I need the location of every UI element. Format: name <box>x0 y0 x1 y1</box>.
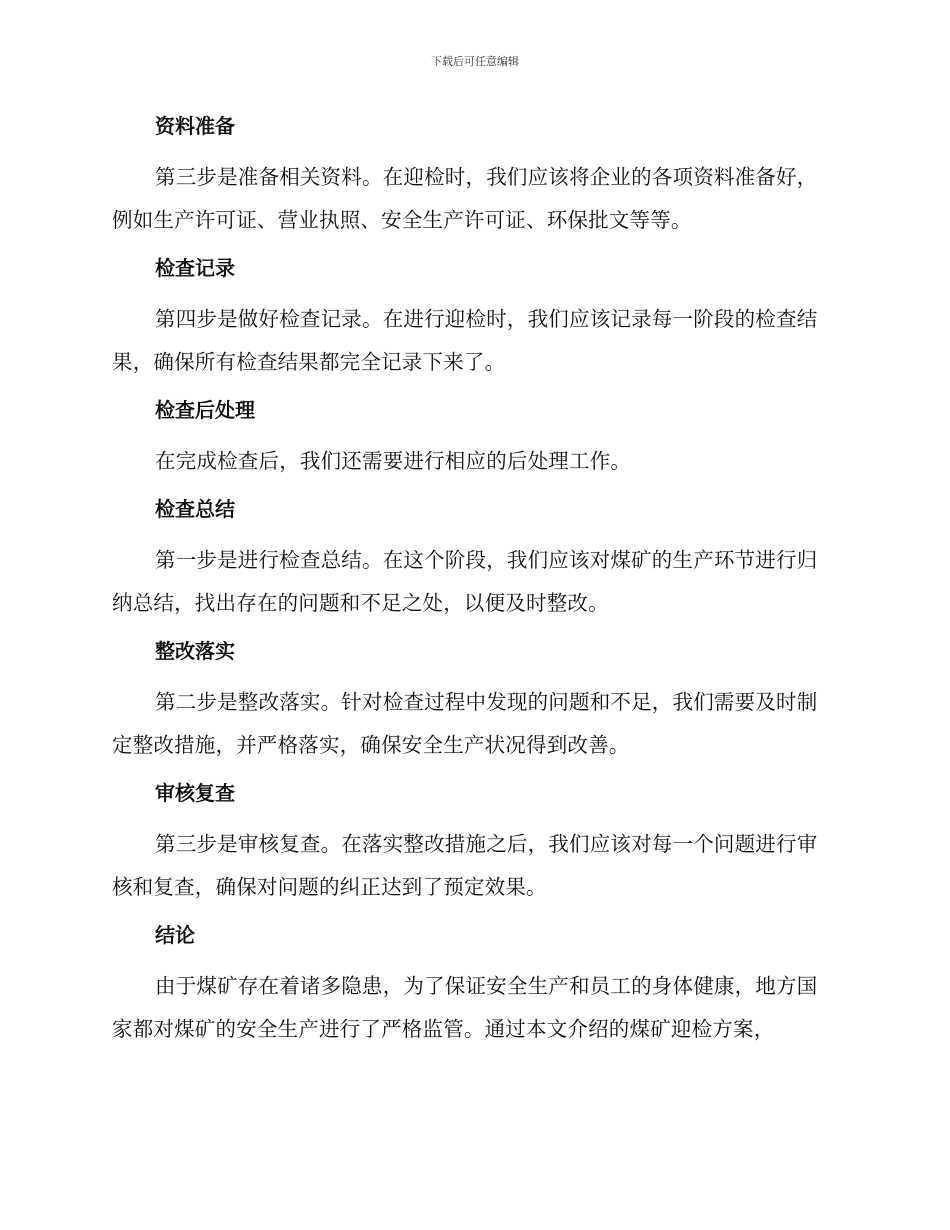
paragraph-line: 由于煤矿存在着诸多隐患，为了保证安全生产和员工的身体健康，地方 <box>155 974 797 998</box>
paragraph-line: 国家都对煤矿的安全生产进行了严格监管。通过本文介绍的煤矿迎检方案， <box>112 974 818 1041</box>
section-title: 检查总结 <box>155 497 235 521</box>
section-paragraph <box>112 823 838 909</box>
paragraph-line: 结果，确保所有检查结果都完全记录下来了。 <box>112 307 818 374</box>
section-title: 检查记录 <box>155 256 235 280</box>
section-paragraph <box>112 539 838 625</box>
section-title: 检查后处理 <box>155 398 255 422</box>
section-review <box>112 777 838 909</box>
paragraph-line: 第三步是准备相关资料。在迎检时，我们应该将企业的各项资料准备 <box>155 165 776 189</box>
section-paragraph <box>112 965 838 1051</box>
paragraph-line: 归纳总结，找出存在的问题和不足之处，以便及时整改。 <box>112 548 818 615</box>
section-inspection-summary <box>112 493 838 625</box>
paragraph-line: 审核和复查，确保对问题的纠正达到了预定效果。 <box>112 832 818 899</box>
section-post-inspection <box>112 394 838 483</box>
section-title: 结论 <box>155 923 195 947</box>
paragraph-line: 制定整改措施，并严格落实，确保安全生产状况得到改善。 <box>112 690 818 757</box>
paragraph-line: 第一步是进行检查总结。在这个阶段，我们应该对煤矿的生产环节进行 <box>155 548 797 572</box>
paragraph-line: 好，例如生产许可证、营业执照、安全生产许可证、环保批文等等。 <box>112 165 818 232</box>
section-conclusion <box>112 919 838 1051</box>
paragraph-line: 在完成检查后，我们还需要进行相应的后处理工作。 <box>155 449 632 473</box>
running-header: 下载后可任意编辑 <box>431 55 519 68</box>
section-paragraph <box>112 298 838 384</box>
section-title: 资料准备 <box>155 114 235 138</box>
section-inspection-records <box>112 252 838 384</box>
section-paragraph <box>112 440 838 483</box>
paragraph-line: 第三步是审核复查。在落实整改措施之后，我们应该对每一个问题进行 <box>155 832 797 856</box>
section-title: 审核复查 <box>155 781 235 805</box>
paragraph-line: 第二步是整改落实。针对检查过程中发现的问题和不足，我们需要及时 <box>155 690 797 714</box>
document-body <box>112 110 838 1061</box>
section-paragraph <box>112 681 838 767</box>
section-title: 整改落实 <box>155 639 235 663</box>
section-rectification <box>112 635 838 767</box>
section-paragraph <box>112 156 838 242</box>
paragraph-line: 第四步是做好检查记录。在进行迎检时，我们应该记录每一阶段的检查 <box>155 307 797 331</box>
section-materials-preparation <box>112 110 838 242</box>
